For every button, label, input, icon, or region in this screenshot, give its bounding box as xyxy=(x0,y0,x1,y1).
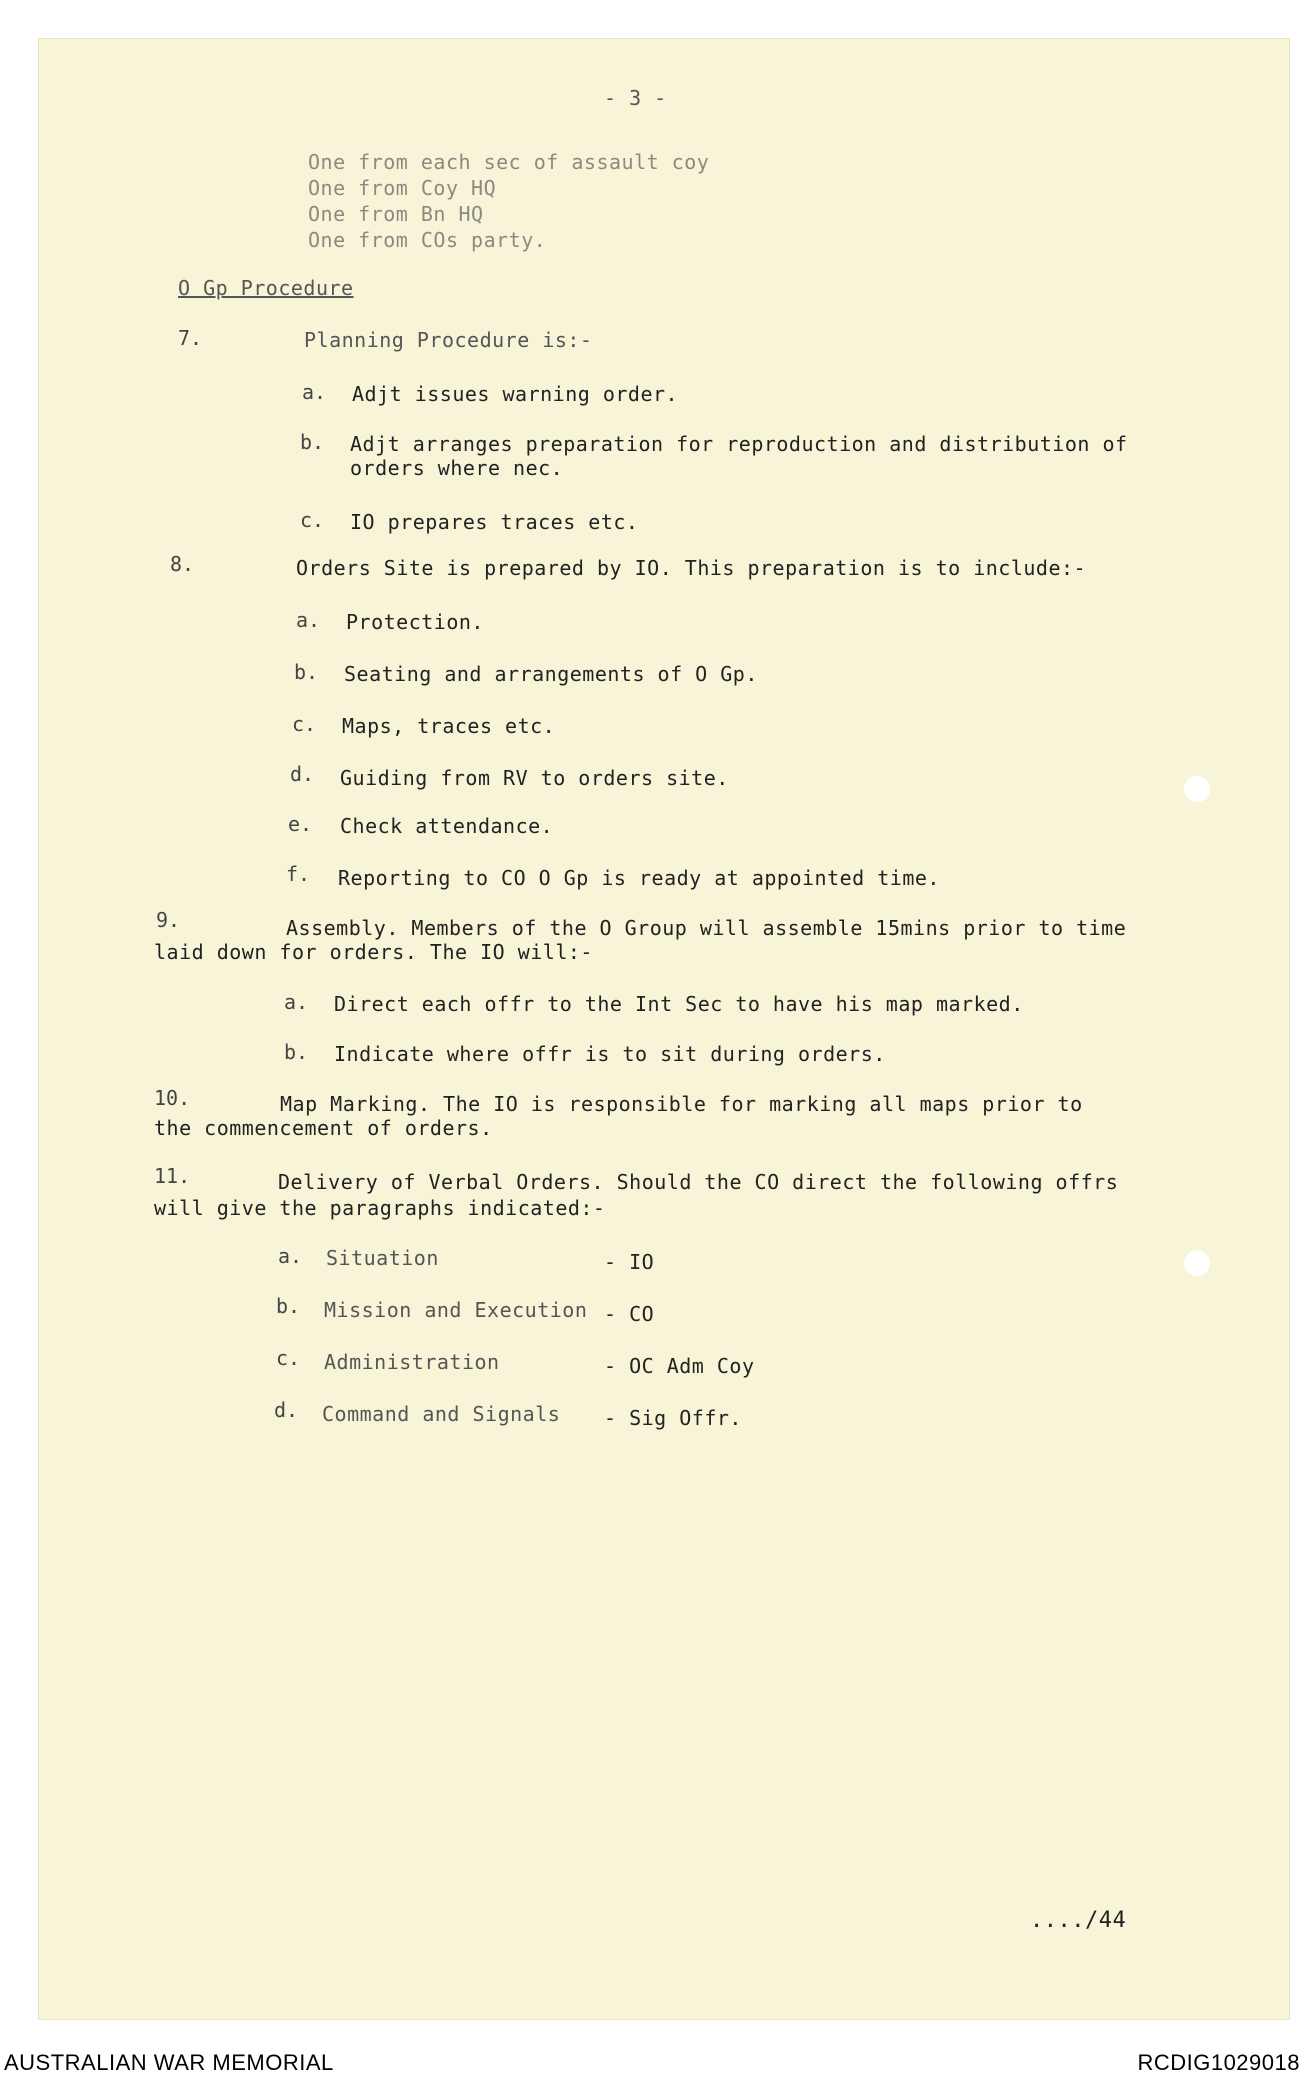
list-item: One from Coy HQ xyxy=(308,176,497,200)
paragraph-number: 11. xyxy=(154,1164,191,1188)
item-assignee: - OC Adm Coy xyxy=(604,1354,755,1378)
paragraph-text: the commencement of orders. xyxy=(154,1116,493,1140)
item-letter: e. xyxy=(288,812,313,836)
punch-hole xyxy=(1184,776,1210,802)
paragraph-number: 10. xyxy=(154,1086,191,1110)
item-assignee: - IO xyxy=(604,1250,655,1274)
item-text: Protection. xyxy=(346,610,484,634)
item-text: Command and Signals xyxy=(322,1402,561,1426)
paragraph-text: Assembly. Members of the O Group will assemble 15mins prior to time xyxy=(286,916,1127,940)
section-heading: O Gp Procedure xyxy=(178,276,354,300)
paragraph-text: Orders Site is prepared by IO. This preparation is to include:- xyxy=(296,556,1087,580)
item-letter: b. xyxy=(300,430,325,454)
item-text: Mission and Execution xyxy=(324,1298,588,1322)
item-text: Indicate where offr is to sit during orders. xyxy=(334,1042,886,1066)
item-letter: b. xyxy=(294,660,319,684)
page-number: - 3 - xyxy=(604,86,667,110)
item-letter: a. xyxy=(296,608,321,632)
item-letter: c. xyxy=(292,712,317,736)
item-text: IO prepares traces etc. xyxy=(350,510,639,534)
item-text: Maps, traces etc. xyxy=(342,714,556,738)
item-text: Adjt issues warning order. xyxy=(352,382,679,406)
footer-archive-name: AUSTRALIAN WAR MEMORIAL xyxy=(4,2050,334,2075)
item-text: Direct each offr to the Int Sec to have his map marked. xyxy=(334,992,1024,1016)
item-text: Seating and arrangements of O Gp. xyxy=(344,662,758,686)
item-letter: b. xyxy=(284,1040,309,1064)
item-letter: a. xyxy=(284,990,309,1014)
item-letter: a. xyxy=(302,380,327,404)
item-text: Administration xyxy=(324,1350,500,1374)
item-text: Situation xyxy=(326,1246,439,1270)
item-text: Guiding from RV to orders site. xyxy=(340,766,729,790)
list-item: One from each sec of assault coy xyxy=(308,150,710,174)
document-page xyxy=(38,38,1290,2020)
item-letter: f. xyxy=(286,862,311,886)
paragraph-number: 9. xyxy=(156,908,181,932)
item-text-cont: orders where nec. xyxy=(350,456,564,480)
paragraph-text: will give the paragraphs indicated:- xyxy=(154,1196,606,1220)
item-text: Reporting to CO O Gp is ready at appointed time. xyxy=(338,866,940,890)
paragraph-text: Delivery of Verbal Orders. Should the CO direct the following offrs xyxy=(278,1170,1119,1194)
paragraph-text: laid down for orders. The IO will:- xyxy=(154,940,593,964)
item-text: Adjt arranges preparation for reproduction and distribution of xyxy=(350,432,1128,456)
list-item: One from COs party. xyxy=(308,228,547,252)
item-letter: c. xyxy=(300,508,325,532)
footer-record-id: RCDIG1029018 xyxy=(1137,2050,1300,2075)
item-text: Check attendance. xyxy=(340,814,554,838)
item-letter: d. xyxy=(274,1398,299,1422)
item-assignee: - Sig Offr. xyxy=(604,1406,742,1430)
punch-hole xyxy=(1184,1250,1210,1276)
item-letter: c. xyxy=(276,1346,301,1370)
item-letter: b. xyxy=(276,1294,301,1318)
paragraph-number: 8. xyxy=(170,552,195,576)
paragraph-text: Planning Procedure is:- xyxy=(304,328,593,352)
item-letter: d. xyxy=(290,762,315,786)
list-item: One from Bn HQ xyxy=(308,202,484,226)
item-letter: a. xyxy=(278,1244,303,1268)
paragraph-text: Map Marking. The IO is responsible for marking all maps prior to xyxy=(280,1092,1083,1116)
item-assignee: - CO xyxy=(604,1302,655,1326)
continuation-marker: ..../44 xyxy=(1030,1908,1127,1933)
paragraph-number: 7. xyxy=(178,326,203,350)
